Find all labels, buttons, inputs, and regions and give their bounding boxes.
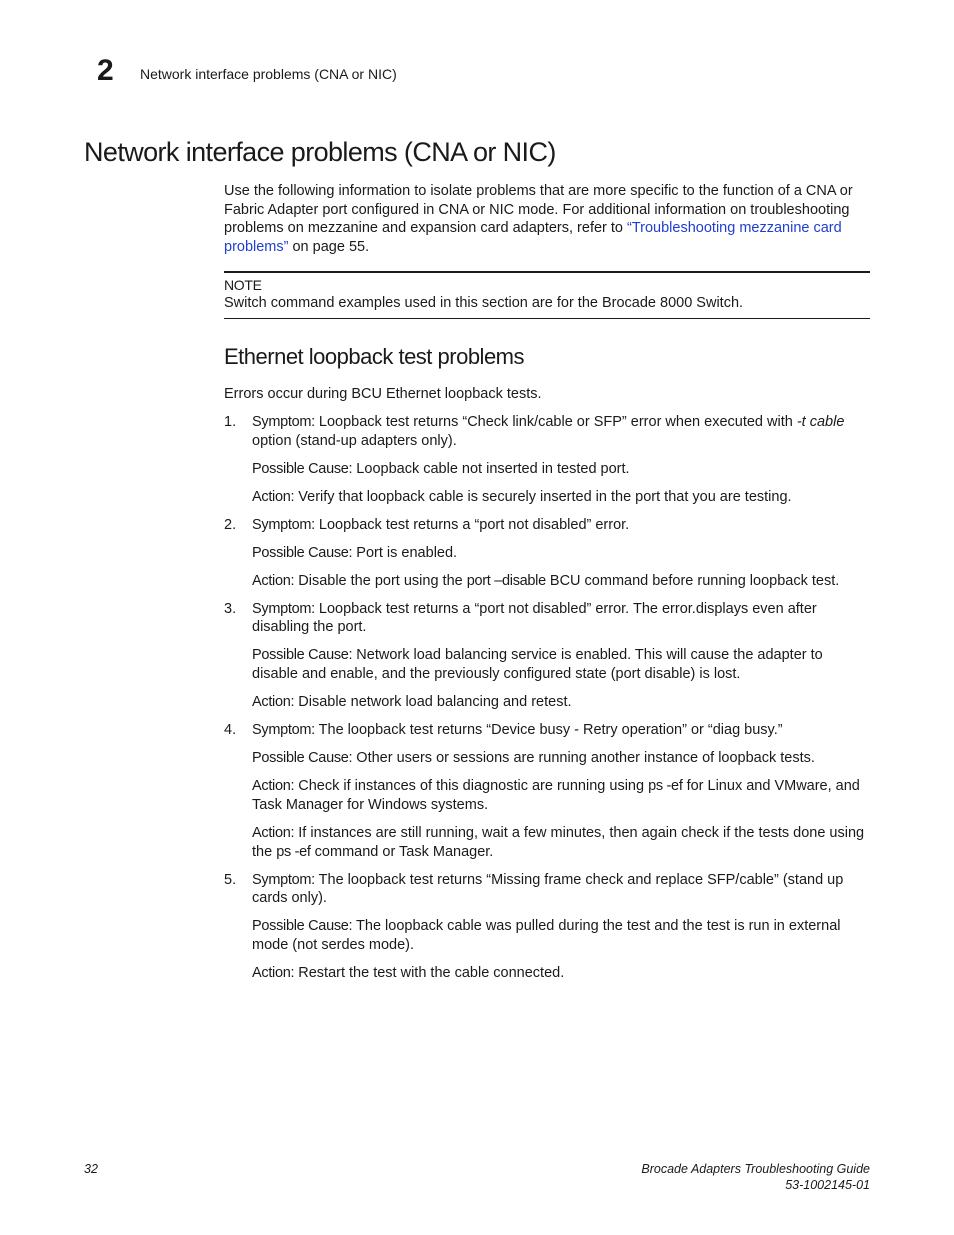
cause-text: Network load balancing service is enabled. This will cause the adapter to disable and enable, and the previously configured state (port disable) is lost. [252,647,823,683]
cause-label: Possible Cause: [252,544,353,561]
symptom-label: Symptom: [252,414,315,430]
item-number: 2. [224,516,237,533]
note-heading: NOTE [224,277,262,293]
action [252,572,870,591]
symptom-label: Symptom: [252,600,315,617]
running-header: Network interface problems (CNA or NIC) [140,66,397,82]
section-lead: Errors occur during BCU Ethernet loopback tests. [224,386,542,402]
possible-cause [252,544,870,563]
possible-cause [252,749,870,768]
symptom-label: Symptom: [252,516,315,533]
possible-cause [252,460,870,479]
action-text: Verify that loopback cable is securely inserted in the port that you are testing. [294,488,792,505]
cause-text: Other users or sessions are running another instance of loopback tests. [352,750,815,767]
action-text-end: command or Task Manager. [310,843,494,860]
item-number: 1. [224,414,237,430]
symptom-text: Loopback test returns a “port not disabled” error. [314,516,630,533]
possible-cause [252,646,870,683]
symptom [252,516,870,535]
cause-label: Possible Cause: [252,750,353,767]
action [252,488,870,507]
action-label: Action: [252,694,295,711]
action-text: If instances are still running, wait a few minutes, then again check if the tests done using the [252,824,865,860]
option-text: -t cable [796,414,845,430]
troubleshooting-steps [224,413,870,992]
intro-paragraph [224,182,870,257]
symptom-label: Symptom: [252,871,315,888]
action [252,824,870,861]
possible-cause [252,917,870,954]
action-text: Check if instances of this diagnostic are running using [294,778,649,795]
action-text: Disable network load balancing and retest. [294,694,572,711]
action [252,693,870,712]
cause-label: Possible Cause: [252,647,353,664]
action [252,964,870,983]
action-label: Action: [252,488,295,505]
action-text: Restart the test with the cable connected. [294,964,565,981]
symptom-text-end: option (stand-up adapters only). [252,432,457,449]
item-number: 5. [224,871,237,888]
command-text: port –disable [466,572,546,589]
action-label: Action: [252,778,295,795]
symptom-text: Loopback test returns “Check link/cable or SFP” error when executed with [314,414,797,430]
item-number: 4. [224,722,237,739]
cause-text: Port is enabled. [352,544,458,561]
action-text: Disable the port using the [294,572,467,589]
cause-text: The loopback cable was pulled during the test and the test is run in external mode (not serdes mode). [252,918,841,953]
section-heading: Ethernet loopback test problems [224,344,525,369]
action [252,777,870,814]
list-item [224,413,870,506]
command-text: ps -ef [648,778,683,795]
cause-text: Loopback cable not inserted in tested port. [352,460,630,477]
page-number: 32 [84,1162,98,1176]
note-text: Switch command examples used in this section are for the Brocade 8000 Switch. [224,295,744,311]
item-number: 3. [224,600,237,617]
action-label: Action: [252,824,295,841]
cross-reference-link[interactable]: “Troubleshooting mezzanine card problems” [224,220,842,256]
action-label: Action: [252,964,295,981]
symptom-label: Symptom: [252,722,315,739]
list-item [224,721,870,861]
guide-title: Brocade Adapters Troubleshooting Guide [641,1162,870,1176]
note-box [224,271,870,319]
action-text-end: for Linux and VMware, and Task Manager for Windows systems. [252,778,860,813]
command-text: ps -ef [276,843,311,860]
symptom [252,600,870,637]
list-item [224,600,870,712]
intro-text-end: on page 55. [288,239,370,256]
symptom [252,413,870,450]
cause-label: Possible Cause: [252,460,353,477]
symptom-text: The loopback test returns “Device busy - Retry operation” or “diag busy.” [314,722,783,739]
document-number: 53-1002145-01 [785,1178,870,1192]
action-text-end: BCU command before running loopback test. [545,572,840,589]
symptom-text: The loopback test returns “Missing frame check and replace SFP/cable” (stand up cards only). [252,871,844,907]
cause-label: Possible Cause: [252,918,353,935]
symptom [252,871,870,908]
footer-info [641,1161,870,1193]
intro-text: Use the following information to isolate problems that are more specific to the function of a CNA or Fabric Adapter port configured in CNA or NIC mode. For additional information on troubleshooting problems on mezzanine and expansion card adapters, refer to [224,183,853,237]
page-title: Network interface problems (CNA or NIC) [84,137,556,167]
symptom [252,721,870,740]
action-label: Action: [252,572,295,589]
list-item [224,871,870,983]
chapter-number: 2 [97,54,114,87]
list-item [224,516,870,591]
symptom-text: Loopback test returns a “port not disabled” error. The error.displays even after disabling the port. [252,600,817,636]
